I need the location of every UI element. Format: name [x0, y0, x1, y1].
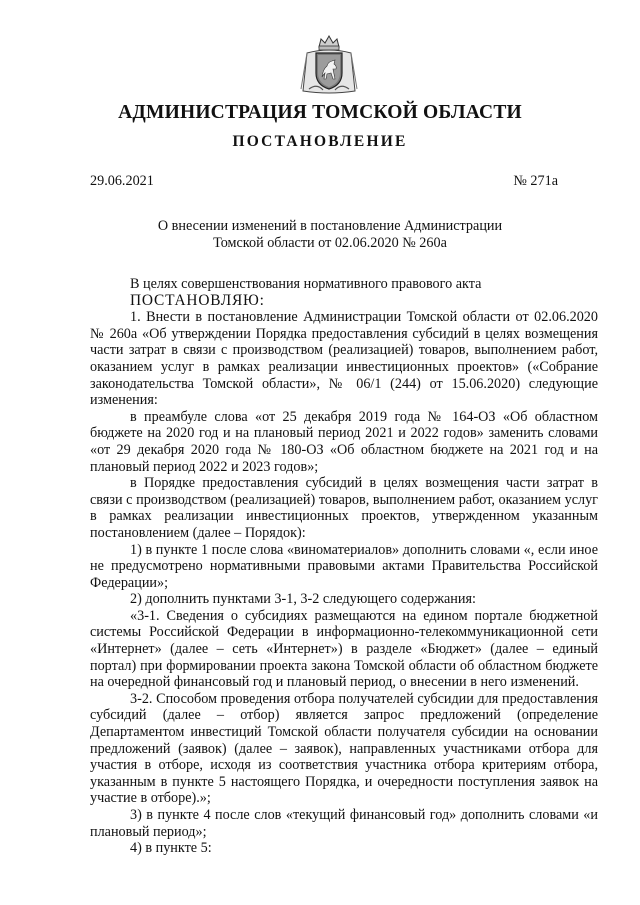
document-type: ПОСТАНОВЛЕНИЕ: [232, 133, 408, 150]
tomsk-coat-of-arms-icon: [297, 33, 361, 97]
document-subject: [130, 218, 530, 252]
paragraph: 3-2. Способом проведения отбора получателей субсидии для предоставления субсидий (далее – отбор) является запрос предложений (определение Департаментом инвестиций Томской области получателя субсидии на основании предложений (заявок) (далее – заявок), направленных участниками отбора для участия в отборе, исходя из соответствия участника отбора критериям отбора, указанным в пункте 5 настоящего Порядка, и очередности поступления заявок на участие в отборе).»;: [90, 690, 598, 807]
document-date: 29.06.2021: [90, 173, 154, 189]
organization-title: АДМИНИСТРАЦИЯ ТОМСКОЙ ОБЛАСТИ: [118, 102, 522, 123]
paragraph: 4) в пункте 5:: [130, 840, 212, 857]
document-body: [90, 276, 598, 857]
paragraph: 1) в пункте 1 после слова «виноматериалов» дополнить словами «, если иное не предусмотрено нормативными правовыми актами Правительства Российской Федерации»;: [90, 541, 598, 591]
paragraph: в преамбуле слова «от 25 декабря 2019 года № 164-ОЗ «Об областном бюджете на 2020 год и на плановый период 2021 и 2022 годов» заменить словами «от 29 декабря 2020 года № 180-ОЗ «Об областном бюджете на 2021 год и на плановый период 2022 и 2023 годов»;: [90, 408, 598, 475]
paragraph: 1. Внести в постановление Администрации Томской области от 02.06.2020 № 260а «Об утверждении Порядка предоставления субсидий в целях возмещения части затрат в связи с производством (реализацией) товаров, выполнением работ, оказанием услуг в рамках реализации инвестиционных проектов» («Собрание законодательства Томской области», № 06/1 (244) от 15.06.2020) следующие изменения:: [90, 309, 598, 409]
paragraph: в Порядке предоставления субсидий в целях возмещения части затрат в связи с производством (реализацией) товаров, выполнением работ, оказанием услуг в рамках реализации инвестиционных проектов, утвержденном указанным постановлением (далее – Порядок):: [90, 475, 598, 541]
paragraph: «3-1. Сведения о субсидиях размещаются на едином портале бюджетной системы Российской Федерации в информационно-телекоммуникационной сети «Интернет» (далее – сеть «Интернет») в разделе «Бюджет» (далее – единый портал) при формировании проекта закона Томской области об областном бюджете на очередной финансовый год и плановый период, о внесении в него изменений.: [90, 607, 598, 691]
paragraph: В целях совершенствования нормативного правового акта: [130, 276, 482, 292]
subject-line: О внесении изменений в постановление Администрации: [157, 218, 503, 234]
document-number: № 271а: [513, 173, 558, 189]
paragraph: 2) дополнить пунктами 3-1, 3-2 следующего содержания:: [130, 591, 476, 608]
resolve-heading: ПОСТАНОВЛЯЮ:: [130, 291, 265, 309]
paragraph: 3) в пункте 4 после слов «текущий финансовый год» дополнить словами «и плановый период»;: [90, 807, 598, 840]
subject-line: Томской области от 02.06.2020 № 260а: [213, 235, 447, 251]
